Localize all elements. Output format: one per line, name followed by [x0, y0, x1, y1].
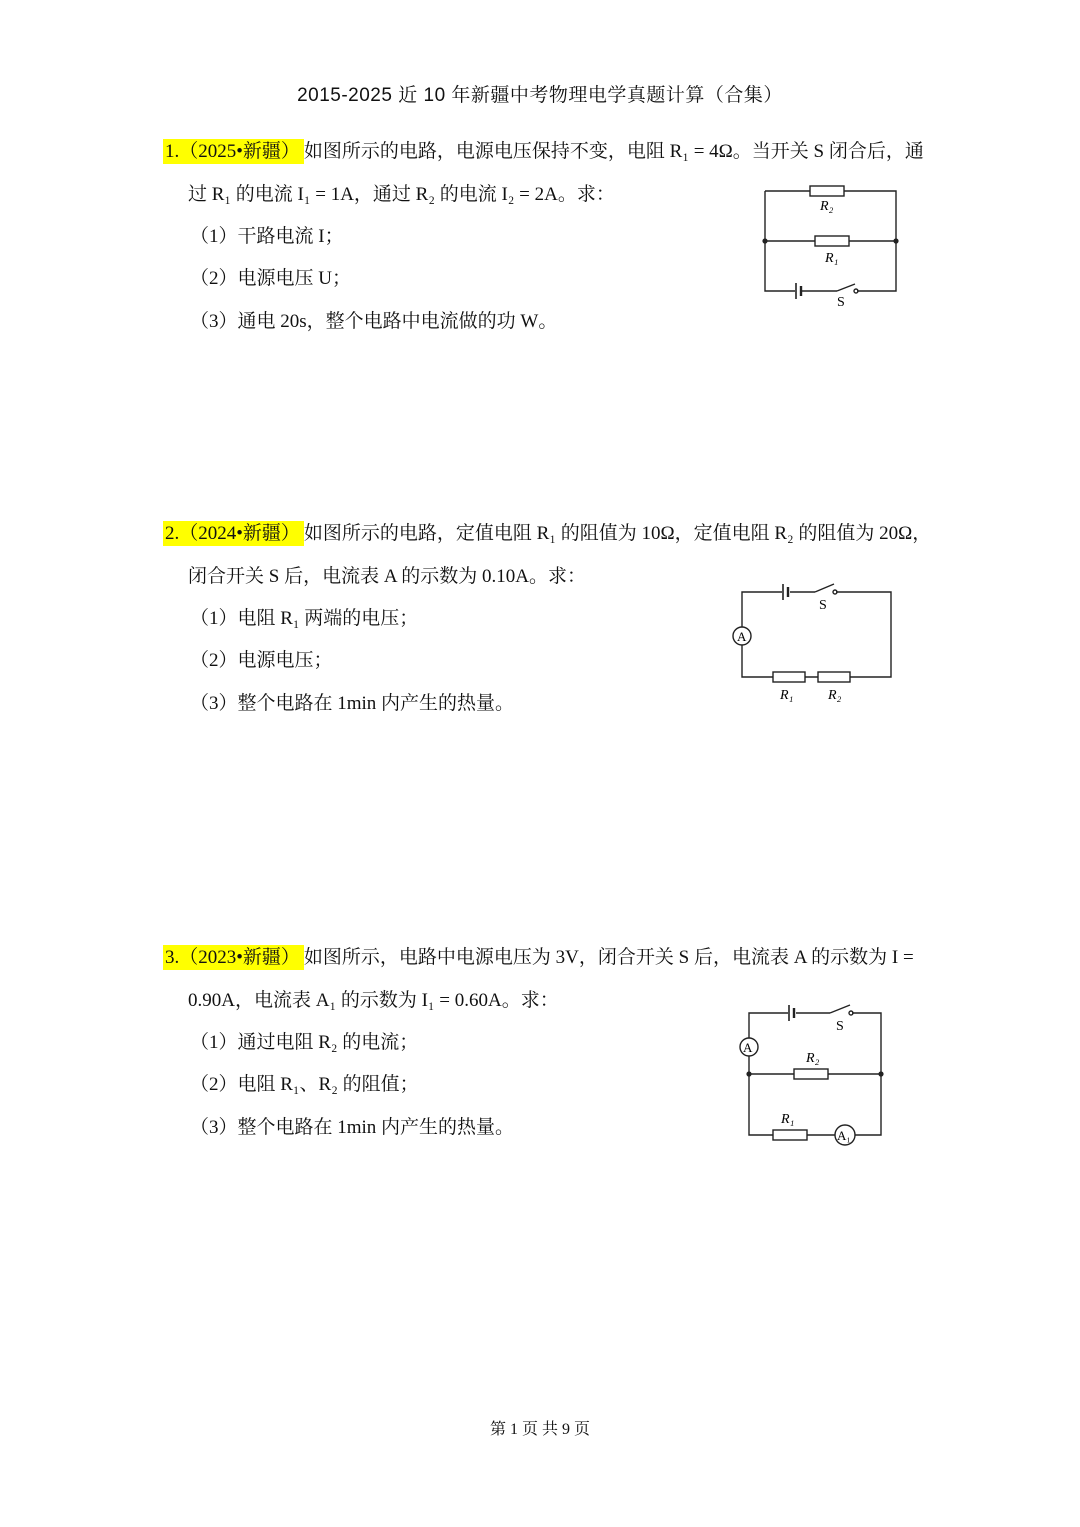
q1-label-r2: R₂ [820, 199, 834, 214]
q2-label-r2: R₂ [828, 688, 842, 703]
question-3-part-1: （1）通过电阻 R₂ 的电流； [190, 1032, 419, 1053]
question-3-tag: 3.（2023•新疆） [163, 945, 304, 970]
q3-label-r2: R₂ [806, 1051, 820, 1066]
q2-label-r1: R₁ [780, 688, 794, 703]
question-1-part-3: （3）通电 20s，整个电路中电流做的功 W。 [190, 311, 558, 332]
page-title: 2015-2025 近 10 年新疆中考物理电学真题计算（合集） [297, 85, 783, 106]
question-2-part-3: （3）整个电路在 1min 内产生的热量。 [190, 693, 515, 714]
q2-label-s: S [819, 598, 827, 613]
q3-label-a: A [743, 1040, 753, 1055]
q1-label-r1: R₁ [825, 251, 839, 266]
question-2-part-2: （2）电源电压； [190, 650, 333, 671]
question-1-text-line-2: 过 R₁ 的电流 I₁ = 1A，通过 R₂ 的电流 I₂ = 2A。求： [188, 184, 615, 205]
question-3-part-3: （3）整个电路在 1min 内产生的热量。 [190, 1117, 515, 1138]
q1-label-s: S [837, 295, 845, 310]
q3-label-r1: R₁ [781, 1112, 795, 1127]
question-2-text-line-2: 闭合开关 S 后，电流表 A 的示数为 0.10A。求： [188, 566, 586, 587]
q3-label-s: S [836, 1019, 844, 1034]
question-3-part-2: （2）电阻 R₁、R₂ 的阻值； [190, 1074, 419, 1095]
q2-label-a: A [737, 629, 747, 644]
question-1-part-2: （2）电源电压 U； [190, 268, 351, 289]
question-1-text-line-1: 如图所示的电路，电源电压保持不变，电阻 R₁ = 4Ω。当开关 S 闭合后，通 [303, 141, 924, 162]
question-2-text-line-1: 如图所示的电路，定值电阻 R₁ 的阻值为 10Ω，定值电阻 R₂ 的阻值为 20Ω， [303, 523, 932, 544]
page-footer: 第 1 页 共 9 页 [489, 1421, 590, 1438]
question-3-text-line-1: 如图所示，电路中电源电压为 3V，闭合开关 S 后，电流表 A 的示数为 I = [303, 947, 914, 968]
question-1-tag: 1.（2025•新疆） [163, 139, 304, 164]
question-2-tag: 2.（2024•新疆） [163, 521, 304, 546]
question-2-part-1: （1）电阻 R₁ 两端的电压； [190, 608, 419, 629]
question-3-text-line-2: 0.90A，电流表 A₁ 的示数为 I₁ = 0.60A。求： [188, 990, 559, 1011]
q3-label-a1: A₁ [837, 1128, 851, 1143]
question-1-part-1: （1）干路电流 I； [190, 226, 344, 247]
